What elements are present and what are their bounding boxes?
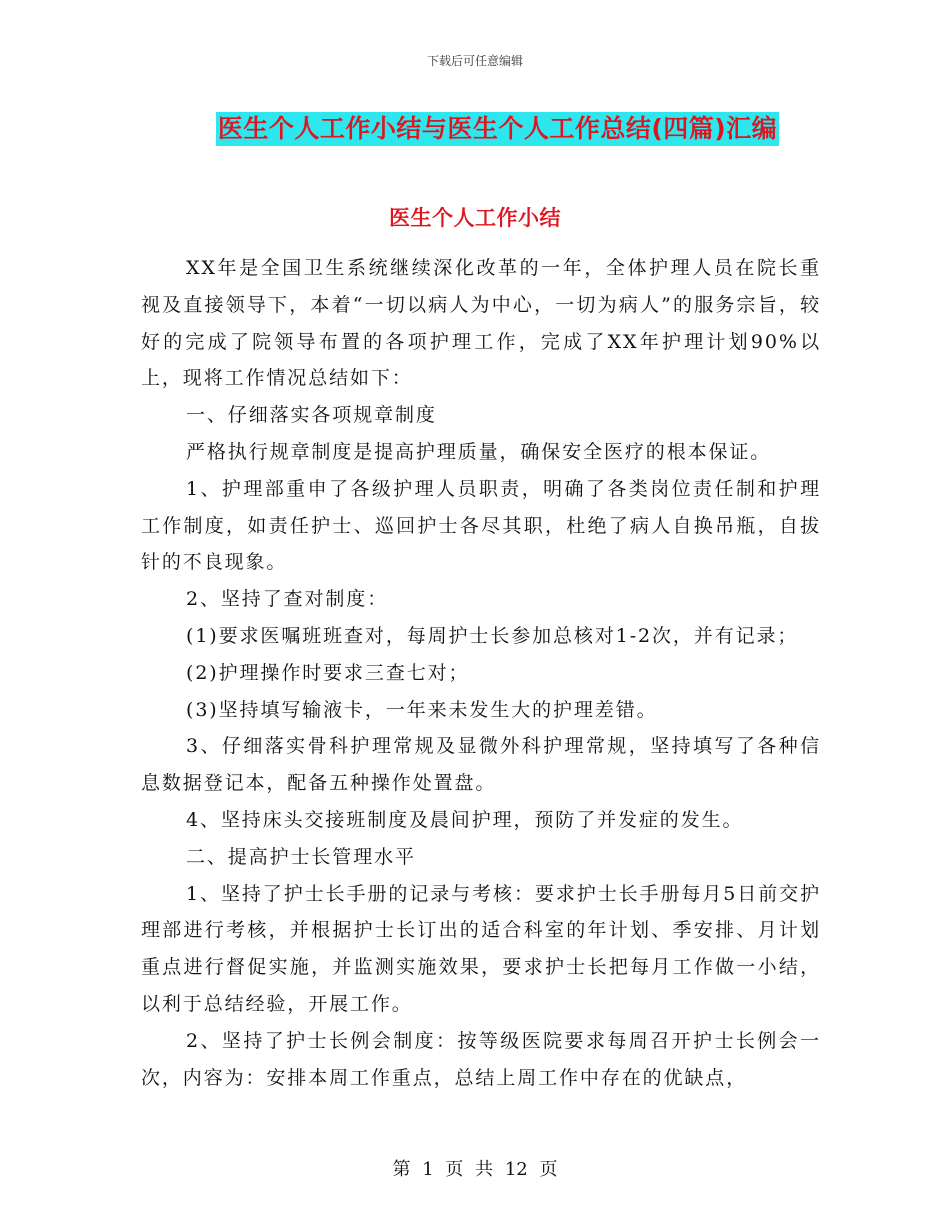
paragraph: 一、仔细落实各项规章制度 (186, 404, 437, 427)
paragraph: (2)护理操作时要求三查七对； (186, 661, 470, 684)
paragraph: (3)坚持填写输液卡，一年来未发生大的护理差错。 (186, 698, 658, 721)
document-body (141, 250, 821, 1096)
paragraph: 2、坚持了护士长例会制度：按等级医院要求每周召开护士长例会一次，内容为：安排本周工作重点，总结上周工作中存在的优缺点， (141, 1029, 821, 1089)
paragraph: 二、提高护士长管理水平 (186, 845, 416, 868)
paragraph: (1)要求医嘱班班查对，每周护士长参加总核对1-2次，并有记录； (186, 624, 799, 647)
paragraph: 3、仔细落实骨科护理常规及显微外科护理常规，坚持填写了各种信息数据登记本，配备五种操作处置盘。 (141, 735, 821, 795)
paragraph: 1、坚持了护士长手册的记录与考核：要求护士长手册每月5日前交护理部进行考核，并根据护士长订出的适合科室的年计划、季安排、月计划重点进行督促实施，并监测实施效果，要求护士长把每月工作做一小结，以利于总结经验，开展工作。 (141, 882, 821, 1015)
paragraph: XX年是全国卫生系统继续深化改革的一年，全体护理人员在院长重视及直接领导下，本着“一切以病人为中心，一切为病人”的服务宗旨，较好的完成了院领导布置的各项护理工作，完成了XX年护理计划90%以上，现将工作情况总结如下： (141, 257, 821, 390)
paragraph: 严格执行规章制度是提高护理质量，确保安全医疗的根本保证。 (186, 440, 772, 463)
paragraph: 2、坚持了查对制度： (186, 588, 389, 611)
page-footer: 第 1 页 共 12 页 (392, 1159, 558, 1180)
paragraph: 1、护理部重申了各级护理人员职责，明确了各类岗位责任制和护理工作制度，如责任护士、巡回护士各尽其职，杜绝了病人自换吊瓶，自拔针的不良现象。 (141, 477, 821, 574)
document-title: 医生个人工作小结与医生个人工作总结(四篇)汇编 (216, 112, 779, 146)
paragraph: 4、坚持床头交接班制度及晨间护理，预防了并发症的发生。 (186, 808, 744, 831)
section-title: 医生个人工作小结 (389, 206, 561, 230)
main-title-wrap (0, 112, 950, 146)
header-note: 下载后可任意编辑 (426, 54, 523, 68)
